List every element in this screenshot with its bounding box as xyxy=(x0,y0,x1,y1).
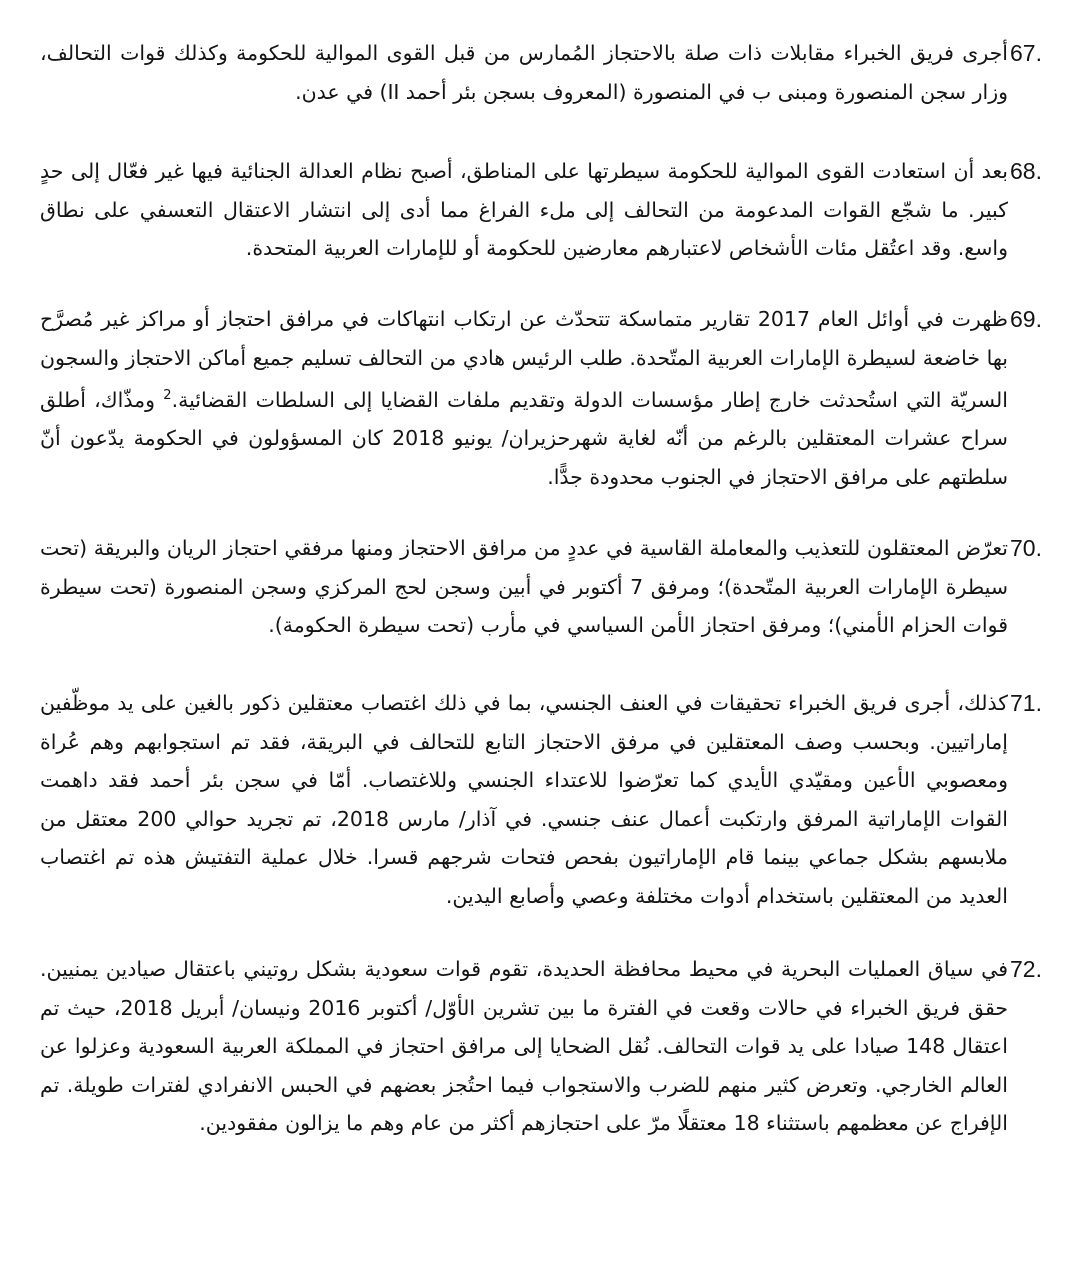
paragraph-text: كذلك، أجرى فريق الخبراء تحقيقات في العنف الجنسي، بما في ذلك اغتصاب معتقلين ذكور بالغين على يد موظّفين إماراتيين. وبحسب وصف المعتقلين في مرفق الاحتجاز التابع للتحالف في البريقة، فقد تم استجوابهم وهم عُراة ومعصوبي الأعين ومقيّدي الأيدي كما تعرّضوا للاعتداء الجنسي وللاغتصاب. أمّا في سجن بئر أحمد فقد داهمت القوات الإماراتية المرفق وارتكبت أعمال عنف جنسي. في آذار/ مارس 2018، تم تجريد حوالي 200 معتقل من ملابسهم بشكل جماعي بينما قام الإماراتيون بفحص فتحات شرجهم قسرا. خلال عملية التفتيش هذه تم اغتصاب العديد من المعتقلين باستخدام أدوات مختلفة وعصي وأصابع اليدين. xyxy=(40,691,1008,908)
paragraph-number: 69. xyxy=(1010,306,1042,332)
paragraph-72 xyxy=(40,950,1042,1143)
paragraph-text: أجرى فريق الخبراء مقابلات ذات صلة بالاحتجاز المُمارس من قبل القوى الموالية للحكومة وكذلك قوات التحالف، وزار سجن المنصورة ومبنى ب في المنصورة (المعروف بسجن بئر أحمد II) في عدن. xyxy=(40,41,1008,104)
paragraph-text: في سياق العمليات البحرية في محيط محافظة الحديدة، تقوم قوات سعودية بشكل روتيني باعتقال صيادين يمنيين. حقق فريق الخبراء في حالات وقعت في الفترة ما بين تشرين الأوّل/ أكتوبر 2016 ونيسان/ أبريل 2018، حيث تم اعتقال 148 صيادا على يد قوات التحالف. نُقل الضحايا إلى مرافق احتجاز في المملكة العربية السعودية وعزلوا عن العالم الخارجي. وتعرض كثير منهم للضرب والاستجواب فيما احتُجز بعضهم في الحبس الانفرادي لفترات طويلة. تم الإفراج عن معظمهم باستثناء 18 معتقلًا مرّ على احتجازهم أكثر من عام وهم ما يزالون مفقودين. xyxy=(40,957,1008,1135)
paragraph-text-part1: ظهرت في أوائل العام 2017 تقارير متماسكة تتحدّث عن ارتكاب انتهاكات في مرافق احتجاز أو مراكز غير مُصرَّح بها خاضعة لسيطرة الإمارات العربية المتّحدة. طلب الرئيس هادي من التحالف تسليم جميع أماكن الاحتجاز والسجون السريّة التي استُحدثت خارج إطار مؤسسات الدولة وتقديم ملفات القضايا إلى السلطات القضائية. xyxy=(40,307,1009,412)
paragraph-number: 70. xyxy=(1010,535,1042,561)
footnote-marker[interactable]: 2 xyxy=(163,388,172,403)
paragraph-text-part2: ومذّاك، أطلق سراح عشرات المعتقلين بالرغم من أنّه لغاية شهرحزيران/ يونيو 2018 كان المسؤولون في الحكومة يدّعون أنّ سلطتهم على مرافق الاحتجاز في الجنوب محدودة جدًّا. xyxy=(40,387,1008,489)
paragraph-number: 68. xyxy=(1010,158,1042,184)
paragraph-text: تعرّض المعتقلون للتعذيب والمعاملة القاسية في عددٍ من مرافق الاحتجاز ومنها مرفقي احتجاز الريان والبريقة (تحت سيطرة الإمارات العربية المتّحدة)؛ ومرفق 7 أكتوبر في أبين وسجن لحج المركزي وسجن المنصورة (تحت سيطرة قوات الحزام الأمني)؛ ومرفق احتجاز الأمن السياسي في مأرب (تحت سيطرة الحكومة). xyxy=(40,536,1008,637)
paragraph-number: 67. xyxy=(1010,40,1042,66)
paragraph-text: بعد أن استعادت القوى الموالية للحكومة سيطرتها على المناطق، أصبح نظام العدالة الجنائية فيها غير فعّال إلى حدٍ كبير. ما شجّع القوات المدعومة من التحالف إلى ملء الفراغ مما أدى إلى انتشار الاعتقال التعسفي على نطاق واسع. وقد اعتُقل مئات الأشخاص لاعتبارهم معارضين للحكومة أو للإمارات العربية المتحدة. xyxy=(40,159,1008,260)
paragraph-67 xyxy=(40,34,1042,111)
paragraph-71 xyxy=(40,684,1042,915)
paragraph-68 xyxy=(40,152,1042,268)
paragraph-text xyxy=(40,300,1008,496)
paragraph-number: 72. xyxy=(1010,956,1042,982)
paragraph-number: 71. xyxy=(1010,690,1042,716)
paragraph-70 xyxy=(40,529,1042,645)
paragraph-69 xyxy=(40,300,1042,496)
